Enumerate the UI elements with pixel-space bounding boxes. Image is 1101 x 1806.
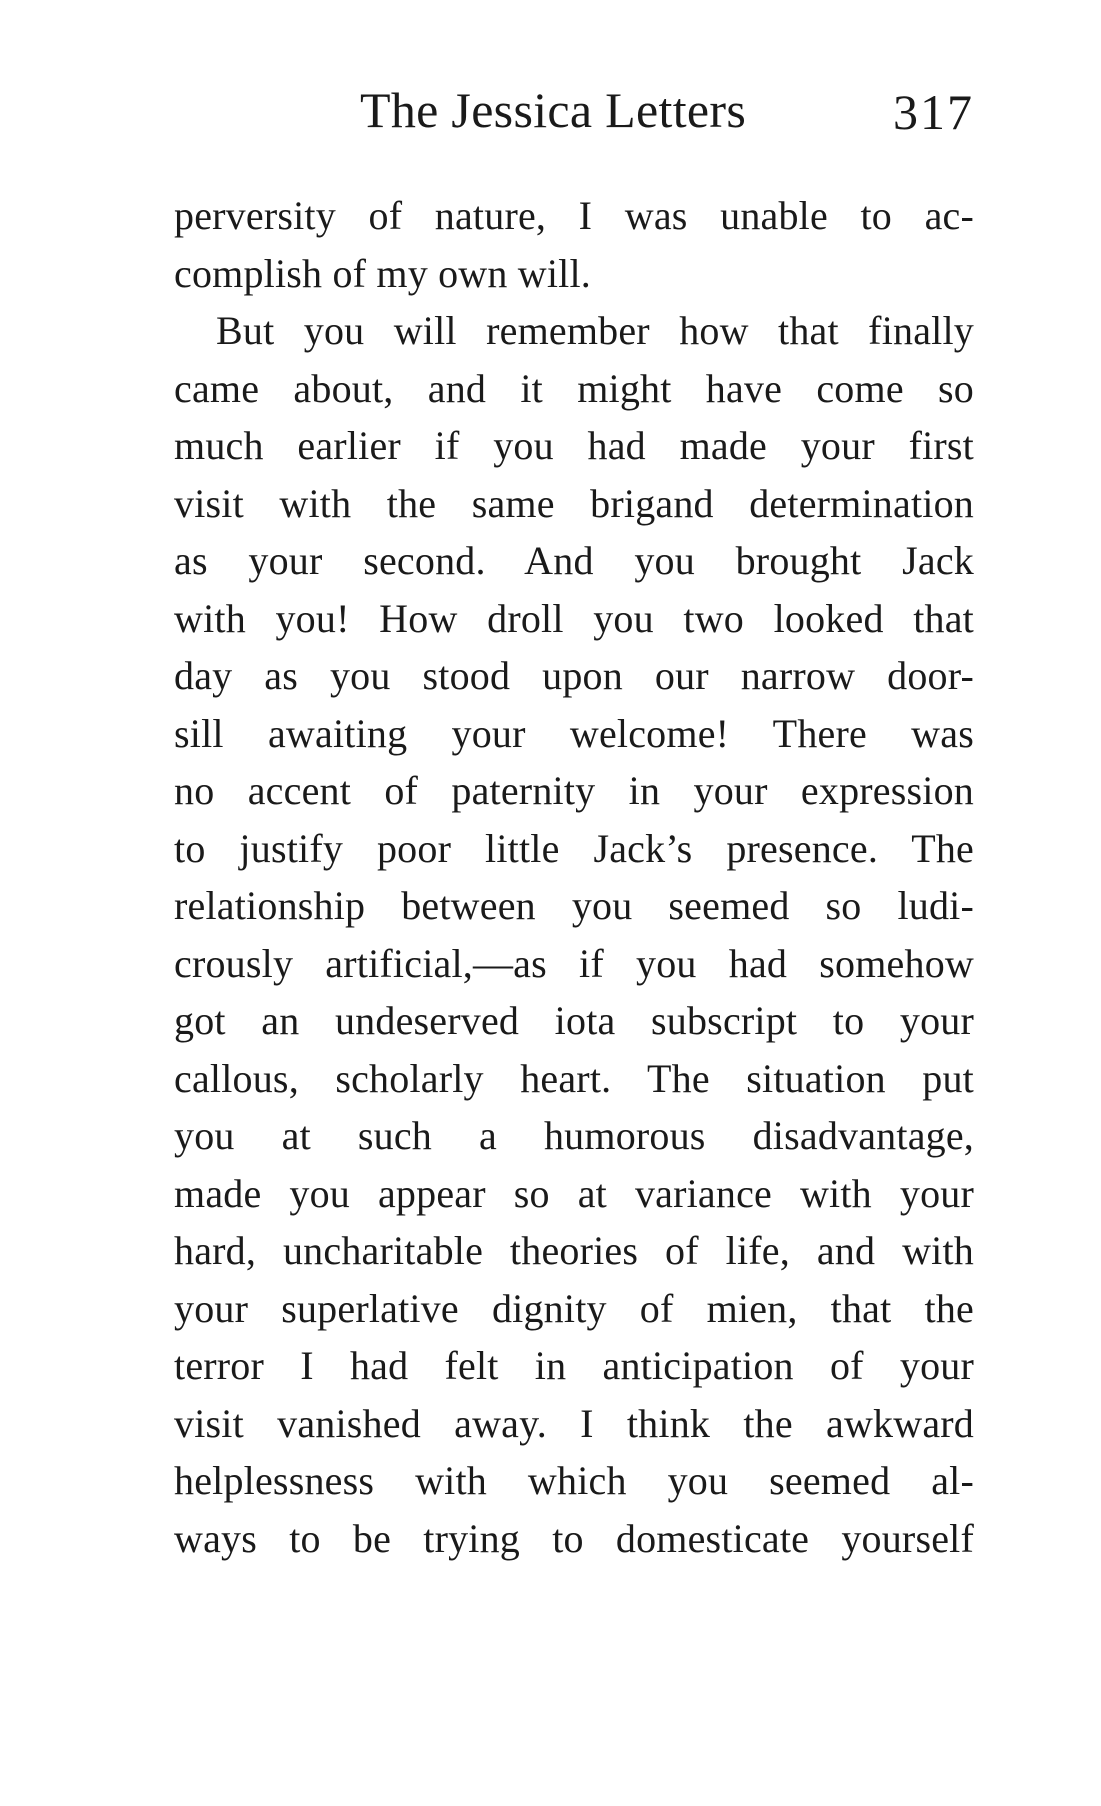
text-line: made you appear so at variance with your	[174, 1170, 974, 1216]
text-line: much earlier if you had made your first	[174, 423, 974, 468]
text-line: perversity of nature, I was unable to ac-	[174, 193, 974, 238]
text-line: no accent of paternity in your expression	[174, 768, 974, 813]
text-line: your superlative dignity of mien, that the	[174, 1285, 974, 1331]
text-line: to justify poor little Jack’s presence. The	[174, 825, 974, 871]
page-number: 317	[893, 84, 974, 140]
text-line: visit with the same brigand determination	[174, 480, 974, 526]
text-line: visit vanished away. I think the awkward	[174, 1400, 974, 1446]
running-head	[174, 80, 974, 140]
text-line: relationship between you seemed so ludi-	[174, 883, 974, 928]
text-line: crously artificial,—as if you had somehow	[174, 940, 974, 986]
text-line: ways to be trying to domesticate yourself	[174, 1515, 974, 1561]
text-line: But you will remember how that finally	[216, 308, 974, 353]
text-line: came about, and it might have come so	[174, 365, 974, 411]
text-line: hard, uncharitable theories of life, and with	[174, 1228, 974, 1273]
text-line: callous, scholarly heart. The situation put	[174, 1055, 974, 1101]
text-line: complish of my own will.	[174, 250, 592, 296]
text-line: got an undeserved iota subscript to your	[174, 998, 974, 1043]
text-line: day as you stood upon our narrow door-	[174, 653, 974, 698]
text-line: you at such a humorous disadvantage,	[174, 1113, 974, 1158]
text-line: helplessness with which you seemed al-	[174, 1458, 974, 1503]
text-line: sill awaiting your welcome! There was	[174, 710, 974, 756]
text-line: terror I had felt in anticipation of your	[174, 1343, 974, 1388]
body-text	[174, 187, 974, 1567]
running-title: The Jessica Letters	[360, 82, 747, 138]
text-line: with you! How droll you two looked that	[174, 595, 974, 641]
text-line: as your second. And you brought Jack	[174, 538, 974, 583]
